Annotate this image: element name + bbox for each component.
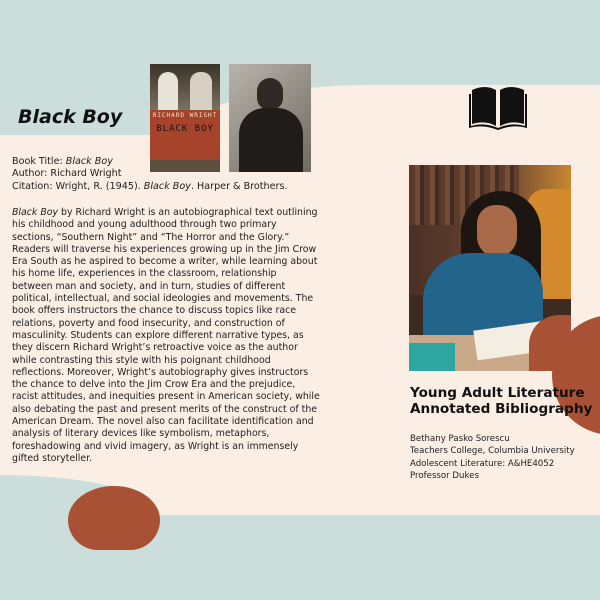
student-name: Bethany Pasko Sorescu bbox=[410, 434, 510, 444]
summary-lead: Black Boy bbox=[12, 207, 59, 218]
bibliography-title: Young Adult Literature Annotated Bibliography bbox=[410, 385, 593, 417]
professor-name: Professor Dukes bbox=[410, 471, 479, 482]
citation-line: Citation: Wright, R. (1945). Black Boy. Harper & Brothers. bbox=[12, 180, 288, 192]
author-line: Author: Richard Wright bbox=[12, 168, 122, 180]
book-summary bbox=[12, 207, 320, 465]
summary-text: by Richard Wright is an autobiographical text outlining his childhood and young adulthood through two primary sections, “Southern Night” and “The Horror and the Glory.” Readers will traverse his experiences growing up in the Jim Crow Era South as he aspired to become a writer, while learning about his home life, experiences in the classroom, relationship between man and society, and in turn, studies of different political, intellectual, and social ideologies and movements. The book offers instructors the chance to discuss topics like race relations, poverty and food insecurity, and construction of masculinity. Students can explore different narrative types, as they discern Richard Wright’s retroactive voice as the author while contrasting this style with his poignant childhood reflections. Moreover, Wright’s autobiography gives instructors the chance to delve into the Jim Crow Era and the prejudice, racist attitudes, and inequities present in American society, while also debating the past and present merits of the construct of the American Dream. The novel also can facilitate identification and analysis of literary devices like symbolism, metaphors, foreshadowing and vivid imagery, as Wright is an immensely gifted storyteller. bbox=[12, 207, 320, 464]
author-info bbox=[410, 433, 600, 483]
cover-title-text: BLACK BOY bbox=[156, 124, 214, 134]
student-photo bbox=[409, 165, 571, 371]
course-name: Adolescent Literature: A&HE4052 bbox=[410, 458, 555, 469]
accent-blob-bottom bbox=[68, 486, 160, 550]
school-name: Teachers College, Columbia University bbox=[410, 446, 575, 457]
book-heading: Black Boy bbox=[18, 106, 123, 128]
book-title-line: Book Title: Black Boy bbox=[12, 156, 113, 167]
open-book-icon bbox=[469, 84, 527, 130]
book-metadata bbox=[12, 156, 312, 193]
cover-author-text: RICHARD WRIGHT bbox=[152, 112, 218, 119]
